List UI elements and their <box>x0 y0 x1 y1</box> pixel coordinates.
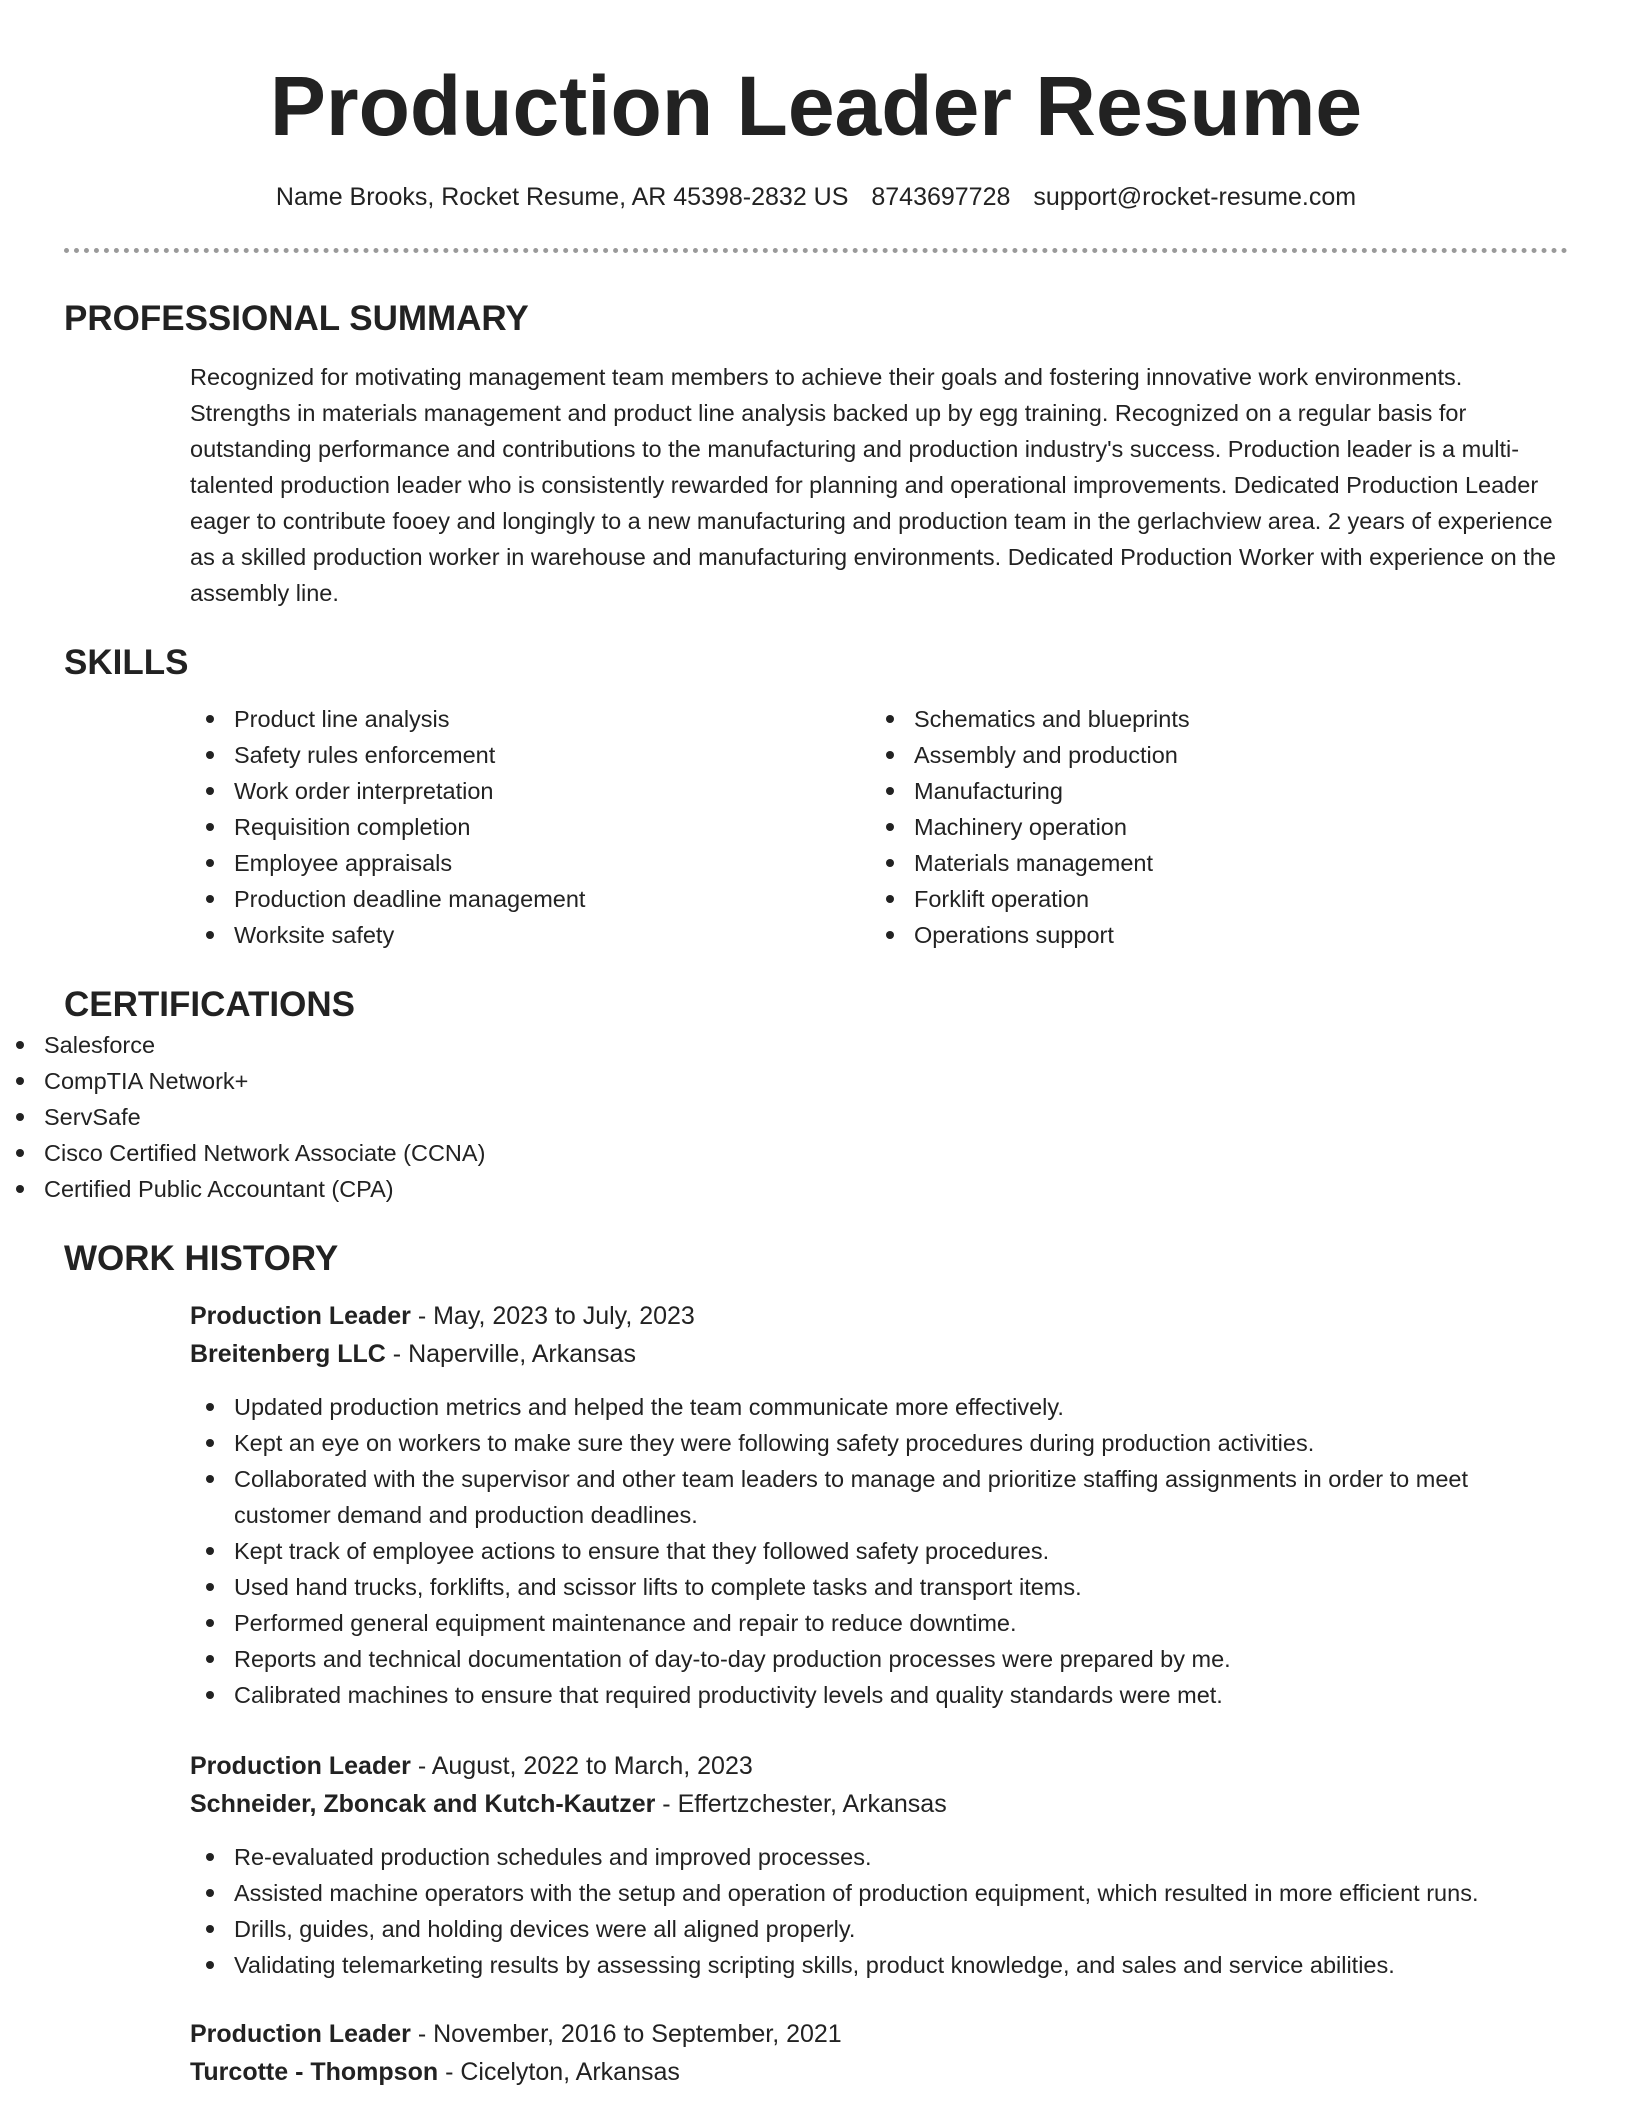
summary-text: Recognized for motivating management team members to achieve their goals and fostering innovative work environments. Strengths in materials management and product line analysis backed up by egg training. Recognized on a regular basis for outstanding performance and contributions to the manufacturing and production industry's success. Production leader is a multi-talented production leader who is consistently rewarded for planning and operational improvements. Dedicated Production Leader eager to contribute fooey and longingly to a new manufacturing and production team in the gerlachview area. 2 years of experience as a skilled production worker in warehouse and manufacturing environments. Dedicated Production Worker with experience on the assembly line. <box>190 364 1556 606</box>
skill-item: Safety rules enforcement <box>190 737 870 773</box>
contact-address: Name Brooks, Rocket Resume, AR 45398-2832 US <box>275 183 849 211</box>
job-company: Breitenberg LLC <box>190 1340 386 1368</box>
job-company: Turcotte - Thompson <box>190 2058 439 2086</box>
job-title-line <box>190 2015 1568 2053</box>
job-dates: - November, 2016 to September, 2021 <box>410 2020 842 2048</box>
contact-line <box>0 180 1632 214</box>
work-history-heading: WORK HISTORY <box>64 1239 339 1278</box>
contact-email[interactable]: support@rocket-resume.com <box>1033 183 1357 211</box>
resume-title: Production Leader Resume <box>269 59 1363 153</box>
job-company-line <box>190 2053 1568 2091</box>
summary-section <box>0 297 1632 611</box>
skills-list-left <box>190 701 870 953</box>
contact-phone: 8743697728 <box>871 183 1011 211</box>
job-dates: - August, 2022 to March, 2023 <box>410 1752 753 1780</box>
header-divider <box>64 248 1568 253</box>
skill-item: Production deadline management <box>190 881 870 917</box>
certification-item: Salesforce <box>0 1027 1632 1063</box>
job-location: - Naperville, Arkansas <box>385 1340 636 1368</box>
skill-item: Work order interpretation <box>190 773 870 809</box>
job-bullet-list <box>190 1389 1568 1713</box>
job-bullet: Kept track of employee actions to ensure that they followed safety procedures. <box>190 1533 1568 1569</box>
skill-item: Materials management <box>870 845 1550 881</box>
skill-item: Forklift operation <box>870 881 1550 917</box>
job-company: Schneider, Zboncak and Kutch-Kautzer <box>190 1790 656 1818</box>
job-bullet: Collaborated with the supervisor and other team leaders to manage and prioritize staffing assignments in order to meet customer demand and production deadlines. <box>190 1461 1568 1533</box>
skill-item: Product line analysis <box>190 701 870 737</box>
job-bullet: Re-evaluated production schedules and improved processes. <box>190 1839 1568 1875</box>
job-bullet: Validating telemarketing results by assessing scripting skills, product knowledge, and sales and service abilities. <box>190 1947 1568 1983</box>
skill-item: Manufacturing <box>870 773 1550 809</box>
job-company-line <box>190 1335 1568 1373</box>
job-title: Production Leader <box>190 1752 411 1780</box>
job-location: - Effertzchester, Arkansas <box>655 1790 947 1818</box>
skills-column-right <box>870 701 1550 953</box>
job-bullet: Calibrated machines to ensure that required productivity levels and quality standards were met. <box>190 1677 1568 1713</box>
job-title-line <box>190 1297 1568 1335</box>
certification-item: Cisco Certified Network Associate (CCNA) <box>0 1135 1632 1171</box>
skill-item: Operations support <box>870 917 1550 953</box>
skills-columns <box>190 701 1568 953</box>
job-title: Production Leader <box>190 1302 411 1330</box>
job-bullet: Used hand trucks, forklifts, and scissor lifts to complete tasks and transport items. <box>190 1569 1568 1605</box>
job-dates: - May, 2023 to July, 2023 <box>410 1302 695 1330</box>
certification-item: ServSafe <box>0 1099 1632 1135</box>
job-bullet: Drills, guides, and holding devices were all aligned properly. <box>190 1911 1568 1947</box>
skill-item: Assembly and production <box>870 737 1550 773</box>
skill-item: Requisition completion <box>190 809 870 845</box>
job-bullet: Kept an eye on workers to make sure they were following safety procedures during production activities. <box>190 1425 1568 1461</box>
job-company-line <box>190 1785 1568 1823</box>
job-bullet: Performed general equipment maintenance and repair to reduce downtime. <box>190 1605 1568 1641</box>
skill-item: Machinery operation <box>870 809 1550 845</box>
skills-list-right <box>870 701 1550 953</box>
job-entry <box>190 2015 1568 2091</box>
certifications-section <box>0 983 1632 1207</box>
job-bullet: Assisted machine operators with the setup and operation of production equipment, which resulted in more efficient runs. <box>190 1875 1568 1911</box>
skill-item: Employee appraisals <box>190 845 870 881</box>
certification-item: CompTIA Network+ <box>0 1063 1632 1099</box>
job-bullet: Updated production metrics and helped the team communicate more effectively. <box>190 1389 1568 1425</box>
job-title: Production Leader <box>190 2020 411 2048</box>
job-title-line <box>190 1747 1568 1785</box>
certifications-list <box>0 1027 1632 1207</box>
job-location: - Cicelyton, Arkansas <box>438 2058 680 2086</box>
work-history-section <box>0 1237 1632 2091</box>
job-bullets <box>190 1839 1568 1983</box>
summary-heading: PROFESSIONAL SUMMARY <box>64 299 529 338</box>
job-bullets <box>190 1389 1568 1713</box>
skill-item: Worksite safety <box>190 917 870 953</box>
job-entry <box>190 1297 1568 1373</box>
certifications-heading: CERTIFICATIONS <box>64 985 356 1024</box>
job-entry <box>190 1747 1568 1823</box>
skill-item: Schematics and blueprints <box>870 701 1550 737</box>
job-bullet-list <box>190 1839 1568 1983</box>
certification-item: Certified Public Accountant (CPA) <box>0 1171 1632 1207</box>
skills-column-left <box>190 701 870 953</box>
skills-section <box>0 641 1632 953</box>
job-bullet: Reports and technical documentation of day-to-day production processes were prepared by me. <box>190 1641 1568 1677</box>
skills-heading: SKILLS <box>64 643 189 682</box>
